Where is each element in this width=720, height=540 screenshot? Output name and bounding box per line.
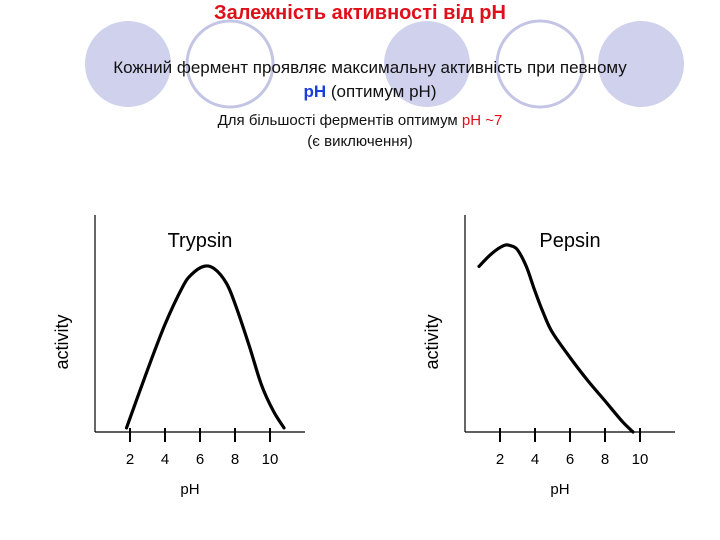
chart-title: Pepsin bbox=[539, 230, 601, 252]
x-tick-label: 10 bbox=[261, 451, 279, 468]
subtitle-text: Кожний фермент проявляє максимальну активність при певному bbox=[113, 58, 627, 77]
slide-subtitle bbox=[40, 56, 700, 104]
x-tick-label: 8 bbox=[230, 451, 240, 468]
note-text: Для більшості ферментів оптимум bbox=[217, 112, 458, 129]
x-tick-label: 2 bbox=[495, 451, 505, 468]
y-axis-label: activity bbox=[52, 314, 72, 370]
trypsin-chart bbox=[40, 200, 330, 510]
x-tick-label: 4 bbox=[160, 451, 170, 468]
x-tick-label: 6 bbox=[565, 451, 575, 468]
activity-curve bbox=[127, 266, 285, 428]
note-exception: (є виключення) bbox=[307, 133, 413, 150]
x-tick-label: 8 bbox=[600, 451, 610, 468]
subtitle-ph: рН bbox=[303, 82, 327, 101]
x-axis-label: pH bbox=[550, 481, 570, 498]
x-tick-label: 2 bbox=[125, 451, 135, 468]
slide-title: Залежність активності від рН bbox=[214, 2, 506, 24]
y-axis-label: activity bbox=[422, 314, 442, 370]
activity-curve bbox=[479, 245, 633, 432]
chart-title: Trypsin bbox=[167, 230, 233, 252]
x-axis-label: pH bbox=[180, 481, 200, 498]
x-tick-label: 6 bbox=[195, 451, 205, 468]
slide-note bbox=[0, 110, 720, 152]
pepsin-chart bbox=[410, 200, 700, 510]
x-tick-label: 4 bbox=[530, 451, 540, 468]
note-ph: рН ~7 bbox=[461, 112, 503, 129]
subtitle-optimum: (оптимум рН) bbox=[330, 82, 437, 101]
x-tick-label: 10 bbox=[631, 451, 649, 468]
